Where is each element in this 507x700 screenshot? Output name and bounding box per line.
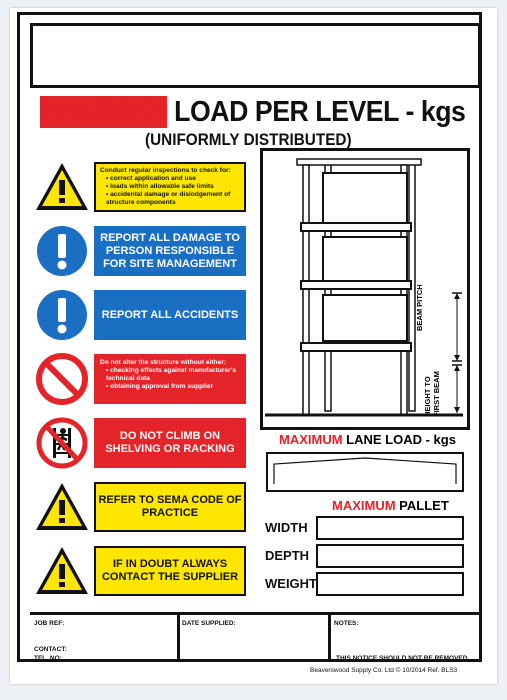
do-not-alter-heading: Do not alter the structure without either: <box>100 359 227 366</box>
notice-do-not-alter <box>34 352 249 406</box>
lane-load-maximum: MAXIMUM <box>279 432 343 447</box>
warning-triangle-icon <box>34 480 90 534</box>
footer-divider <box>177 612 180 662</box>
prohibition-icon <box>34 352 90 406</box>
panel-report-damage <box>94 226 246 276</box>
report-accidents-text: REPORT ALL ACCIDENTS <box>101 308 239 321</box>
height-first-beam-label <box>423 361 441 417</box>
footer-divider <box>328 612 331 662</box>
subtitle: (UNIFORMLY DISTRIBUTED) <box>145 130 352 149</box>
mandatory-info-icon <box>34 224 90 278</box>
main-title <box>40 96 466 129</box>
list-item: • correct application and use <box>106 175 240 183</box>
no-climbing-icon <box>34 416 90 470</box>
panel-contact-supplier <box>94 546 246 596</box>
do-not-remove-label: THIS NOTICE SHOULD NOT BE REMOVED <box>336 655 468 662</box>
list-item: • obtaining approval from supplier <box>106 383 240 391</box>
pallet-text: PALLET <box>399 498 449 513</box>
title-load-per-level: LOAD PER LEVEL - kgs <box>174 96 466 128</box>
weight-label: WEIGHT <box>265 576 317 591</box>
notice-report-damage <box>34 224 249 278</box>
notice-sema <box>34 480 249 534</box>
notice-report-accidents <box>34 288 249 342</box>
list-item: • loads within allowable safe limits <box>106 183 240 191</box>
beam-pitch-label: BEAM PITCH <box>415 284 424 331</box>
panel-inspections <box>94 162 246 212</box>
pallet-title <box>332 498 449 513</box>
sema-text: REFER TO SEMA CODE OF PRACTICE <box>98 494 242 519</box>
footer-table <box>30 612 481 665</box>
date-supplied-label: DATE SUPPLIED: <box>182 620 236 627</box>
rack-diagram-frame <box>260 148 470 430</box>
weight-field[interactable] <box>316 572 464 596</box>
contact-label: CONTACT: <box>34 646 67 653</box>
notice-no-climbing <box>34 416 249 470</box>
notes-label: NOTES: <box>334 620 359 627</box>
panel-report-accidents <box>94 290 246 340</box>
inspections-heading: Conduct regular inspections to check for: <box>100 167 231 174</box>
depth-label: DEPTH <box>265 548 310 563</box>
notice-contact-supplier <box>34 544 249 598</box>
warning-triangle-icon <box>34 544 90 598</box>
title-maximum: MAXIMUM <box>40 96 168 128</box>
panel-do-not-alter <box>94 354 246 404</box>
notice-inspections <box>34 160 249 214</box>
no-climbing-text: DO NOT CLIMB ON SHELVING OR RACKING <box>105 430 235 455</box>
list-item: • accidental damage or dislodgement of structure components <box>106 191 240 207</box>
panel-no-climbing <box>94 418 246 468</box>
job-ref-label: JOB REF: <box>34 620 65 627</box>
list-item: • checking effects against manufacturer's technical data <box>106 367 240 383</box>
panel-sema <box>94 482 246 532</box>
mandatory-info-icon <box>34 288 90 342</box>
report-damage-text: REPORT ALL DAMAGE TO PERSON RESPONSIBLE FOR SITE MANAGEMENT <box>100 231 240 270</box>
depth-field[interactable] <box>316 544 464 568</box>
width-field[interactable] <box>316 516 464 540</box>
warning-triangle-icon <box>34 160 90 214</box>
tel-label: TEL. NO: <box>34 655 62 662</box>
contact-supplier-text: IF IN DOUBT ALWAYS CONTACT THE SUPPLIER <box>101 558 239 583</box>
lane-load-shape <box>268 454 462 490</box>
width-label: WIDTH <box>265 520 308 535</box>
lane-load-title <box>279 432 456 447</box>
lane-load-field[interactable] <box>266 452 464 492</box>
top-blank-panel <box>30 23 481 88</box>
height-first-beam-text: HEIGHT TO FIRST BEAM <box>423 371 441 417</box>
credit-line: Beaverswood Supply Co. Ltd © 10/2014 Ref. BLS3 <box>310 667 458 674</box>
pallet-maximum: MAXIMUM <box>332 498 396 513</box>
lane-load-text: LANE LOAD - kgs <box>346 432 456 447</box>
